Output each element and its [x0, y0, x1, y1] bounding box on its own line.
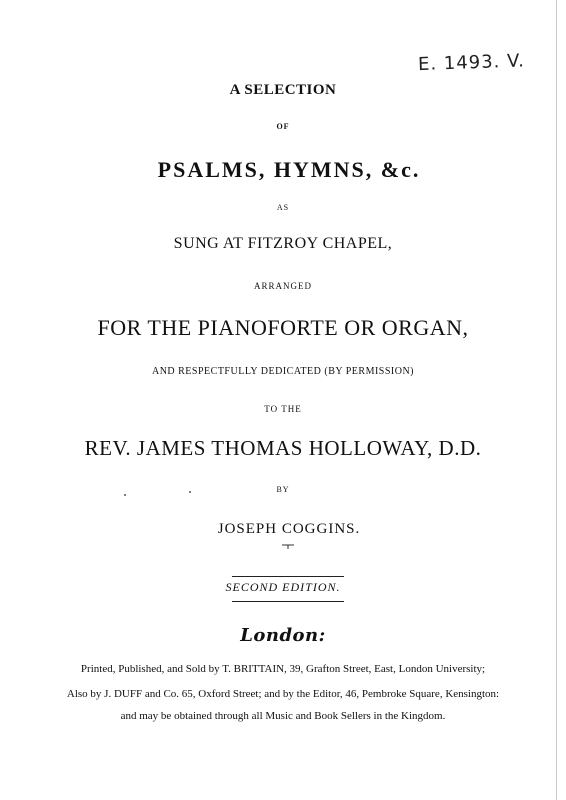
imprint-line-3: and may be obtained through all Music and Book Sellers in the Kingdom.	[120, 710, 446, 722]
title-line-instrument: FOR THE PIANOFORTE OR ORGAN,	[97, 315, 469, 340]
speck-mark	[124, 494, 126, 496]
dedicatee-name: REV. JAMES THOMAS HOLLOWAY, D.D.	[84, 436, 482, 460]
page-edge-line	[556, 0, 557, 800]
dedication-line: AND RESPECTFULLY DEDICATED (BY PERMISSION)	[151, 366, 415, 377]
handwritten-shelfmark: E. 1493. V.	[417, 50, 526, 76]
imprint-line-2: Also by J. DUFF and Co. 65, Oxford Street; and by the Editor, 46, Pembroke Square, Kensington:	[66, 688, 500, 700]
imprint-city: London:	[240, 625, 326, 646]
main-title: PSALMS, HYMNS, &c.	[157, 157, 421, 182]
title-line-sung: SUNG AT FITZROY CHAPEL,	[173, 235, 393, 252]
edition-rule-top	[232, 576, 344, 577]
author-name: JOSEPH COGGINS.	[217, 521, 361, 537]
edition-label: SECOND EDITION.	[225, 580, 341, 594]
title-line-of: OF	[276, 122, 290, 131]
imprint-line-1: Printed, Published, and Sold by T. BRITTAIN, 39, Grafton Street, East, London University;	[80, 663, 486, 675]
title-line-as: AS	[276, 203, 290, 212]
title-line-to: TO THE	[264, 404, 302, 414]
edition-rule-bottom	[232, 601, 344, 602]
title-line-by: BY	[276, 485, 290, 494]
title-line-arranged: ARRANGED	[253, 281, 312, 291]
flourish-mark	[282, 543, 294, 549]
title-line-selection: A SELECTION	[229, 82, 337, 98]
